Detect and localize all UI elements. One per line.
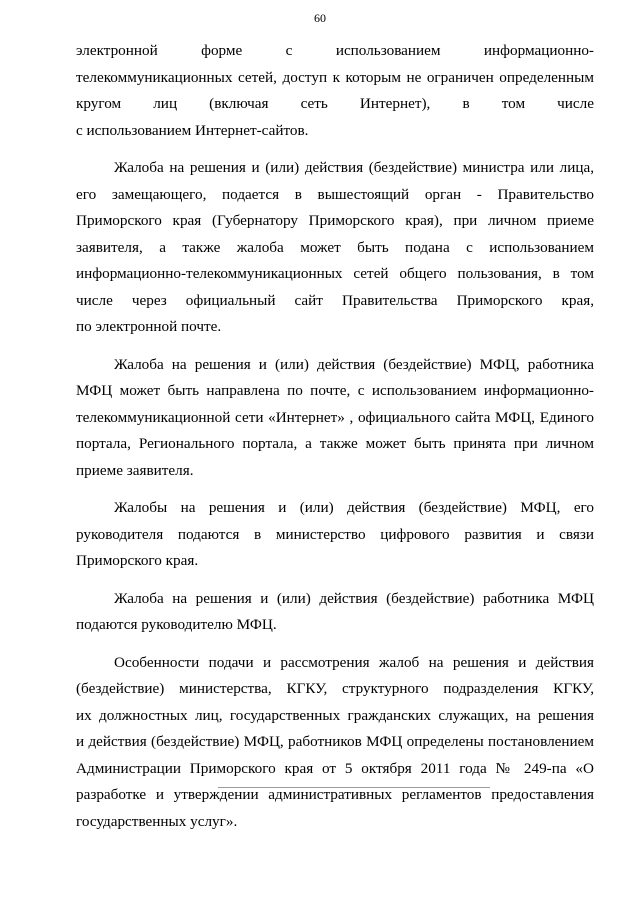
paragraph-mfc-head-complaint (76, 495, 594, 575)
text-line: и действия (бездействие) МФЦ, работников МФЦ определены постановлением (76, 733, 594, 750)
text-line: числе через официальный сайт Правительства Приморского края, (76, 291, 594, 309)
text-line: государственных услуг». (76, 812, 238, 830)
text-line: заявителя, а также жалоба может быть подана с использованием (76, 238, 594, 256)
paragraph-procedure-specifics (76, 650, 594, 836)
text-line: Администрации Приморского края от 5 октября 2011 года № 249-па «О (76, 759, 594, 777)
text-line: с использованием Интернет-сайтов. (76, 121, 309, 139)
paragraph-mfc-worker-complaint (76, 352, 594, 485)
text-line: их должностных лиц, государственных гражданских служащих, на решения (76, 706, 594, 724)
text-line: информационно-телекоммуникационных сетей общего пользования, в том (76, 265, 594, 282)
text-line: Жалоба на решения и (или) действия (бездействие) МФЦ, работника (114, 355, 594, 373)
text-line: по электронной почте. (76, 318, 222, 335)
paragraph-mfc-employee-complaint (76, 586, 594, 639)
text-line: Жалобы на решения и (или) действия (бездействие) МФЦ, его (114, 499, 594, 516)
text-line: портала, Регионального портала, а также может быть принята при личном (76, 435, 594, 452)
text-line: приеме заявителя. (76, 461, 194, 479)
text-line: руководителя подаются в министерство цифрового развития и связи (76, 525, 594, 543)
text-line: электронной форме с использованием информационно- (76, 42, 594, 59)
text-line: (бездействие) министерства, КГКУ, структурного подразделения КГКУ, (76, 680, 594, 697)
text-line: разработке и утверждении административных регламентов предоставления (76, 786, 594, 803)
text-line: телекоммуникационной сети «Интернет» , официального сайта МФЦ, Единого (76, 408, 594, 426)
text-line: Приморского края. (76, 552, 199, 569)
text-line: Особенности подачи и рассмотрения жалоб на решения и действия (114, 653, 594, 671)
document-body (76, 38, 594, 846)
text-line: Жалоба на решения и (или) действия (бездействие) министра или лица, (114, 159, 594, 176)
text-line: МФЦ может быть направлена по почте, с использованием информационно- (76, 382, 594, 399)
paragraph-minister-complaint (76, 155, 594, 341)
text-line: кругом лиц (включая сеть Интернет), в том числе (76, 95, 594, 112)
text-line: Жалоба на решения и (или) действия (бездействие) работника МФЦ (114, 589, 594, 607)
text-line: Приморского края (Губернатору Приморского края), при личном приеме (76, 212, 594, 229)
text-line: телекоммуникационных сетей, доступ к которым не ограничен определенным (76, 68, 594, 86)
page-number: 60 (314, 11, 326, 25)
end-divider (218, 787, 490, 788)
text-line: его замещающего, подается в вышестоящий орган - Правительство (76, 185, 594, 203)
paragraph-internet-submission (76, 38, 594, 144)
text-line: подаются руководителю МФЦ. (76, 616, 277, 633)
